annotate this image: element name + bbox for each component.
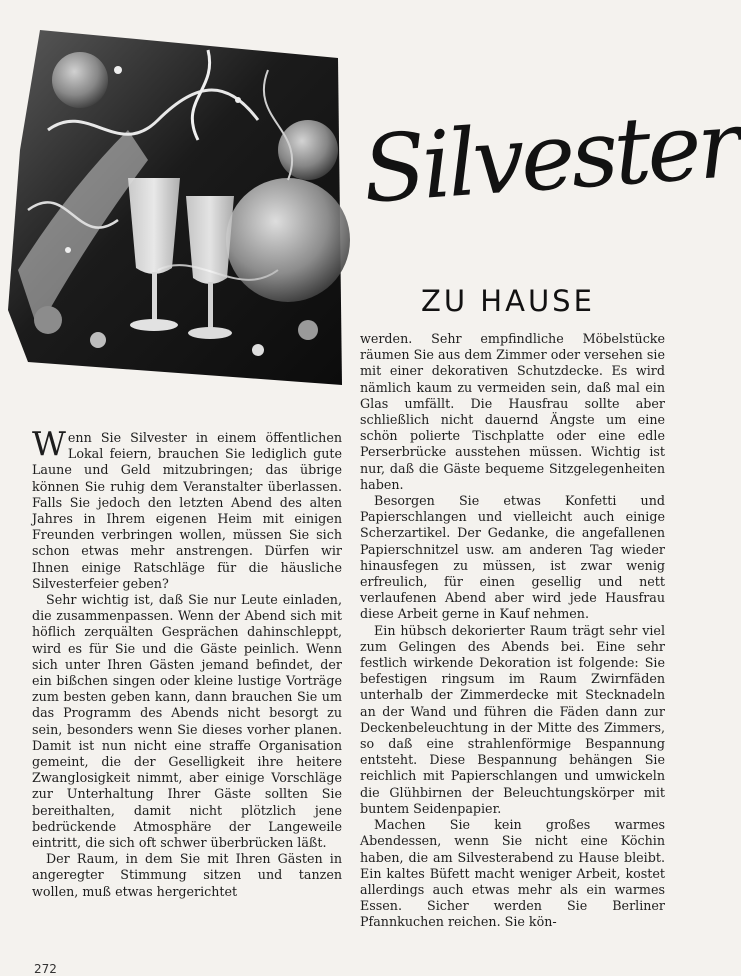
paragraph: Der Raum, in dem Sie mit Ihren Gästen in angeregter Stimmung sitzen und tanzen wollen, muß etwas hergerichtet bbox=[32, 851, 342, 899]
paragraph bbox=[32, 424, 342, 592]
left-column bbox=[32, 424, 342, 900]
champagne-glasses-icon bbox=[8, 10, 348, 410]
page-subtitle: ZU HAUSE bbox=[421, 284, 595, 318]
paragraph: Sehr wichtig ist, daß Sie nur Leute einladen, die zusammenpassen. Wenn der Abend sich mit höflich zerquälten Gesprächen dahinschleppt, wird es für Sie und die Gäste peinlich. Wenn sich unter Ihren Gästen jemand befindet, der ein bißchen singen oder kleine lustige Vorträge zum besten geben kann, dann brauchen Sie um das Programm des Abends nicht besorgt zu sein, besonders wenn Sie dieses vorher planen. Damit ist nun nicht eine straffe Organisation gemeint, die der Geselligkeit ihre heitere Zwanglosigkeit nimmt, aber einige Vorschläge zur Unterhaltung Ihrer Gäste sollten Sie bereithalten, damit nicht plötzlich jene bedrückende Atmosphäre der Langeweile eintritt, die sich oft schwer überbrücken läßt. bbox=[32, 592, 342, 851]
paragraph-text: enn Sie Silvester in einem öffentlichen Lokal feiern, brauchen Sie lediglich gute Laune und Geld mitzubringen; das übrige können Sie ruhig dem Veranstalter überlassen. Falls Sie jedoch den letzten Abend des alten Jahres in Ihrem eigenen Heim mit einigen Freunden verbringen wollen, müssen Sie sich schon etwas mehr anstrengen. Dürfen wir Ihnen einige Ratschläge für die häusliche Silvesterfeier geben? bbox=[32, 430, 342, 591]
page-number: 272 bbox=[34, 962, 57, 976]
paragraph: Ein hübsch dekorierter Raum trägt sehr viel zum Gelingen des Abends bei. Eine sehr festlich wirkende Dekoration ist folgende: Sie befestigen ringsum im Raum Zwirnfäden unterhalb der Zimmerdecke mit Stecknadeln an der Wand und führen die Fäden dann zur Deckenbeleuchtung in der Mitte des Zimmers, so daß eine strahlenförmige Bespannung entsteht. Diese Bespannung behängen Sie reichlich mit Papierschlangen und umwickeln die Glühbirnen der Beleuchtungskörper mit buntem Seidenpapier. bbox=[360, 622, 665, 816]
paragraph: werden. Sehr empfindliche Möbelstücke räumen Sie aus dem Zimmer oder versehen sie mit einer dekorativen Schutzdecke. Es wird nämlich kaum zu vermeiden sein, daß mal ein Glas umfällt. Die Hausfrau sollte aber schließlich nicht dauernd Ängste um eine schön polierte Tischplatte oder eine edle Perserbrücke ausstehen müssen. Wichtig ist nur, daß die Gäste bequeme Sitzgelegenheiten haben. bbox=[360, 331, 665, 492]
page-title: Silvester bbox=[359, 90, 741, 224]
right-column bbox=[360, 331, 665, 931]
drop-cap: W bbox=[32, 424, 66, 463]
paragraph: Besorgen Sie etwas Konfetti und Papierschlangen und vielleicht auch einige Scherzartikel. Der Gedanke, die angefallenen Papierschnitzel usw. am anderen Tag wieder hinausfegen zu müssen, ist zwar wenig erfreulich, für einen gesellig und nett verlaufenen Abend aber wird jede Hausfrau diese Arbeit gerne in Kauf nehmen. bbox=[360, 493, 665, 622]
paragraph: Machen Sie kein großes warmes Abendessen, wenn Sie nicht eine Köchin haben, die am Silvesterabend zu Hause bleibt. Ein kaltes Büfett macht weniger Arbeit, kostet allerdings auch etwas mehr als ein warmes Essen. Sicher werden Sie Berliner Pfannkuchen reichen. Sie kön- bbox=[360, 817, 665, 930]
